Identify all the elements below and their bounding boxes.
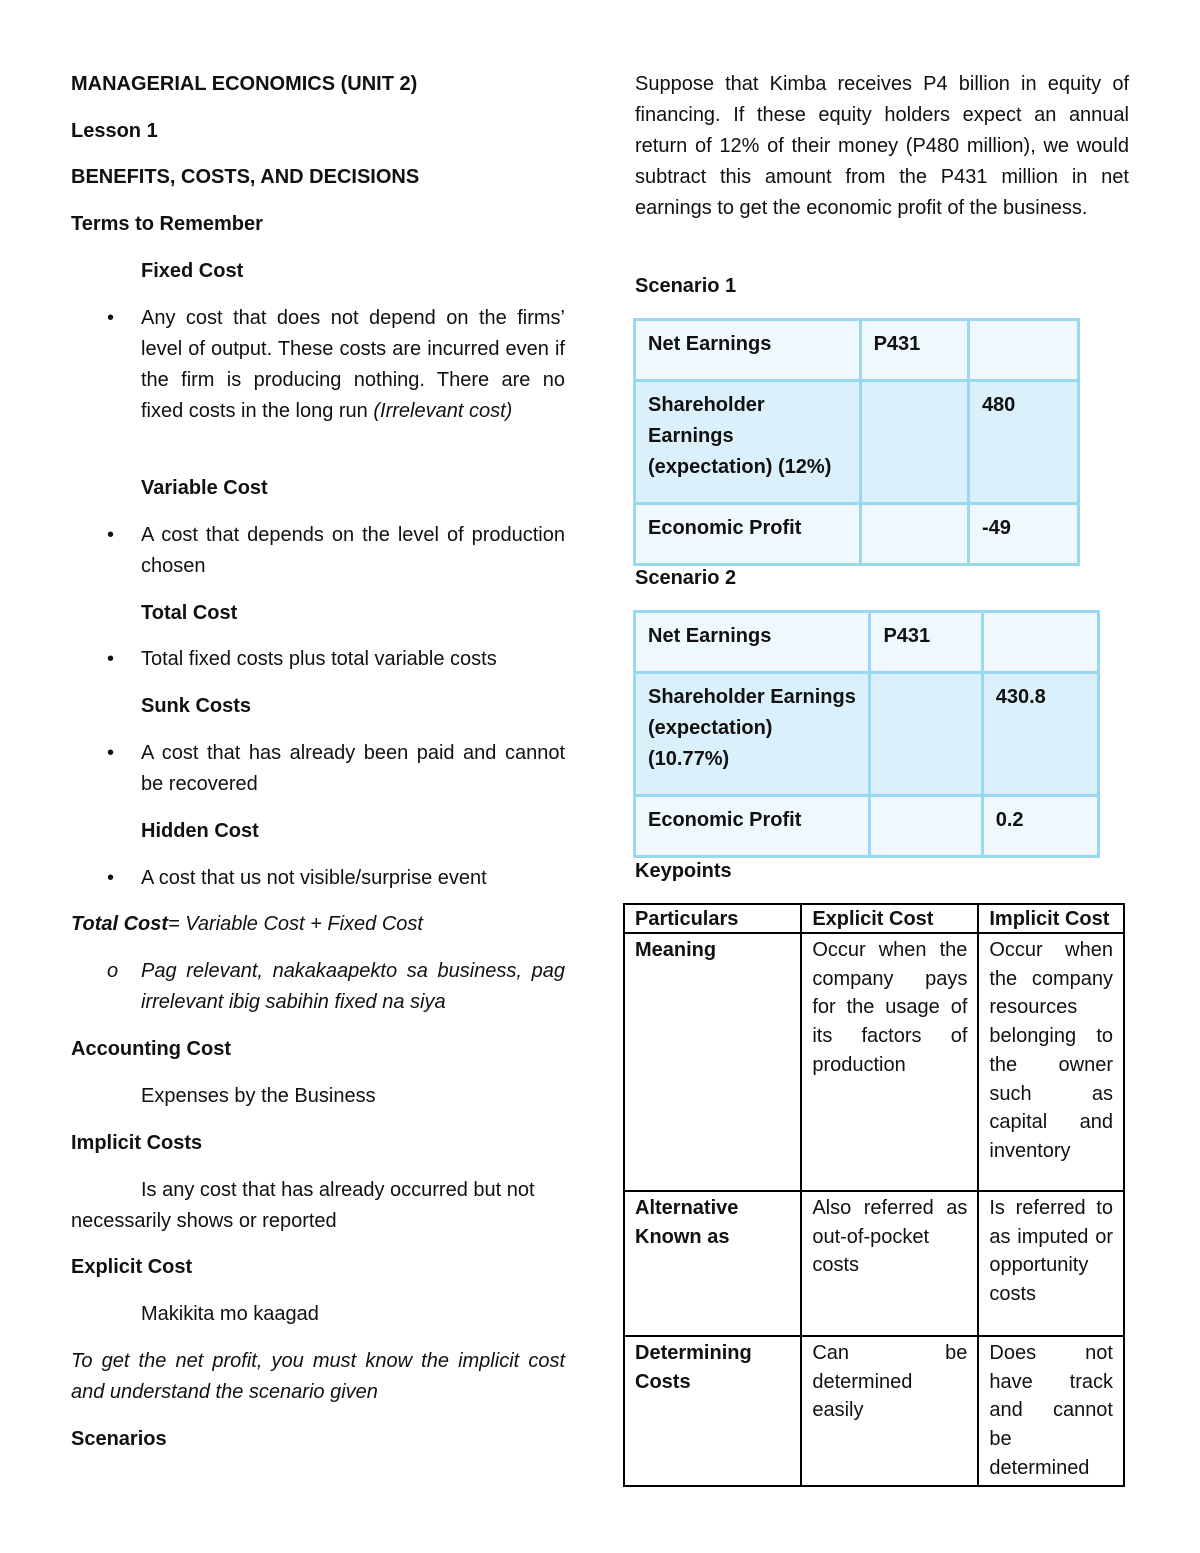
row-label: Shareholder Earnings (expectation) (10.77%): [635, 673, 870, 796]
definition-accounting-cost: Expenses by the Business: [141, 1085, 376, 1107]
table-row: [624, 1191, 1124, 1336]
definition-sunk-costs: A cost that has already been paid and cannot be recovered: [141, 742, 565, 795]
value-cell: -49: [968, 504, 1078, 565]
definition-explicit-cost: Makikita mo kaagad: [141, 1303, 319, 1325]
definition-total-cost: Total fixed costs plus total variable costs: [141, 648, 497, 670]
definition-hidden-cost: A cost that us not visible/surprise event: [141, 867, 487, 889]
value-cell: P431: [870, 612, 982, 673]
value-cell: [870, 673, 982, 796]
value-cell: [968, 320, 1078, 381]
table-row: [635, 612, 1099, 673]
row-label: Net Earnings: [635, 612, 870, 673]
row-label: Determining Costs: [624, 1336, 801, 1486]
value-cell: [982, 612, 1098, 673]
table-row: [635, 320, 1079, 381]
definition-fixed-cost: Any cost that does not depend on the firms’ level of output. These costs are incurred even if the firm is producing nothing. There are no fixed costs in the long run (Irrelevant cost): [141, 307, 565, 422]
bullet-icon: •: [107, 524, 115, 546]
term-implicit-costs: Implicit Costs: [71, 1132, 203, 1154]
definition-implicit-costs-line1: Is any cost that has already occurred but not: [141, 1179, 535, 1201]
term-fixed-cost: Fixed Cost: [141, 260, 244, 282]
scenarios-heading: Scenarios: [71, 1428, 167, 1450]
terms-heading: Terms to Remember: [71, 213, 263, 235]
explicit-cell: Also referred as out-of-pocket costs: [801, 1191, 978, 1336]
row-label: Economic Profit: [635, 796, 870, 857]
keypoints-table: [623, 903, 1125, 1487]
lesson-label: Lesson 1: [71, 120, 158, 142]
explicit-cell: Occur when the company pays for the usage of its factors of production: [801, 933, 978, 1191]
scenario-1-heading: Scenario 1: [635, 275, 737, 297]
value-cell: 430.8: [982, 673, 1098, 796]
bullet-icon: •: [107, 867, 115, 889]
explicit-cell: Can be determined easily: [801, 1336, 978, 1486]
row-label: Shareholder Earnings (expectation) (12%): [635, 381, 861, 504]
term-sunk-costs: Sunk Costs: [141, 695, 252, 717]
table-row: [624, 933, 1124, 1191]
value-cell: P431: [860, 320, 968, 381]
value-cell: 0.2: [982, 796, 1098, 857]
row-label: Economic Profit: [635, 504, 861, 565]
column-header: Explicit Cost: [801, 904, 978, 933]
table-row: [635, 504, 1079, 565]
table-row: [624, 1336, 1124, 1486]
term-total-cost: Total Cost: [141, 602, 238, 624]
scenario-1-table: [633, 318, 1080, 566]
value-cell: [870, 796, 982, 857]
table-header-row: [624, 904, 1124, 933]
circle-bullet-icon: o: [107, 960, 119, 982]
row-label: Alternative Known as: [624, 1191, 801, 1336]
formula-note: Pag relevant, nakakaapekto sa business, pag irrelevant ibig sabihin fixed na siya: [141, 960, 565, 1013]
table-row: [635, 673, 1099, 796]
lesson-subtitle: BENEFITS, COSTS, AND DECISIONS: [71, 166, 420, 188]
value-cell: [860, 504, 968, 565]
table-row: [635, 796, 1099, 857]
total-cost-formula: Total Cost= Variable Cost + Fixed Cost: [71, 913, 423, 935]
implicit-cell: Is referred to as imputed or opportunity costs: [978, 1191, 1124, 1336]
row-label: Net Earnings: [635, 320, 861, 381]
bullet-icon: •: [107, 648, 115, 670]
definition-implicit-costs-line2: necessarily shows or reported: [71, 1210, 337, 1232]
bullet-icon: •: [107, 307, 115, 329]
term-explicit-cost: Explicit Cost: [71, 1256, 193, 1278]
column-header: Implicit Cost: [978, 904, 1124, 933]
implicit-cell: Does not have track and cannot be determined: [978, 1336, 1124, 1486]
definition-variable-cost: A cost that depends on the level of production chosen: [141, 524, 565, 577]
kimba-intro-paragraph: Suppose that Kimba receives P4 billion in equity of financing. If these equity holders expect an annual return of 12% of their money (P480 million), we would subtract this amount from the P431 million in net earnings to get the economic profit of the business.: [635, 73, 1129, 219]
document-title: MANAGERIAL ECONOMICS (UNIT 2): [71, 73, 418, 95]
bullet-icon: •: [107, 742, 115, 764]
term-accounting-cost: Accounting Cost: [71, 1038, 231, 1060]
keypoints-heading: Keypoints: [635, 860, 732, 882]
value-cell: 480: [968, 381, 1078, 504]
value-cell: [860, 381, 968, 504]
scenario-2-table: [633, 610, 1100, 858]
table-row: [635, 381, 1079, 504]
term-variable-cost: Variable Cost: [141, 477, 268, 499]
column-header: Particulars: [624, 904, 801, 933]
scenario-2-heading: Scenario 2: [635, 567, 737, 589]
net-profit-note: To get the net profit, you must know the implicit cost and understand the scenario given: [71, 1350, 565, 1403]
row-label: Meaning: [624, 933, 801, 1191]
implicit-cell: Occur when the company resources belonging to the owner such as capital and inventory: [978, 933, 1124, 1191]
term-hidden-cost: Hidden Cost: [141, 820, 259, 842]
